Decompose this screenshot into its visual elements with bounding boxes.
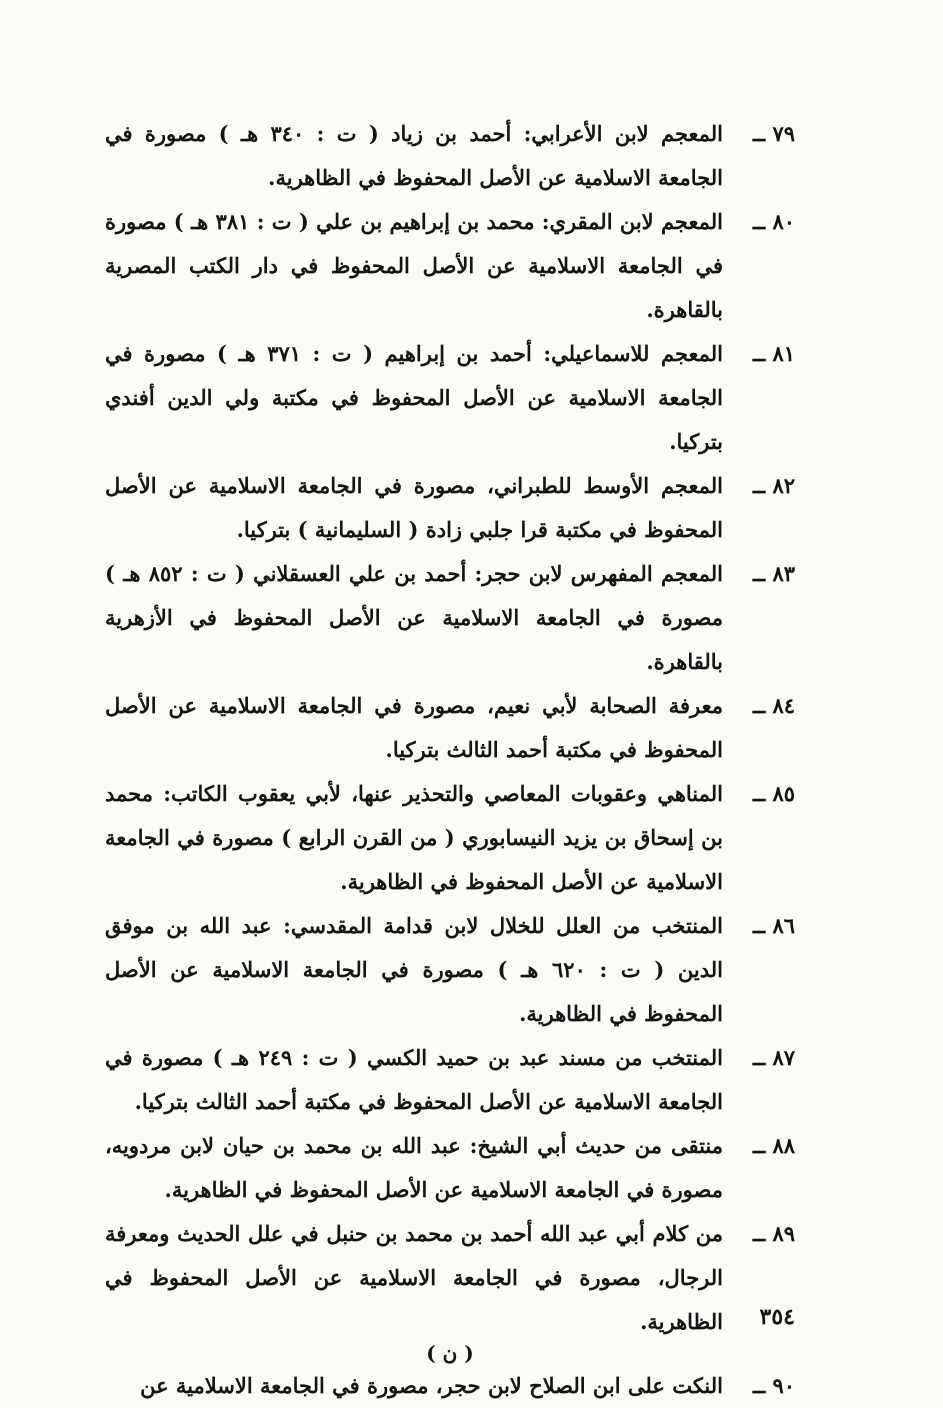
entry-number: ٨٩ ــ [752, 1221, 795, 1246]
entry-text: من كلام أبي عبد الله أحمد بن محمد بن حنبل في علل الحديث ومعرفة الرجال، مصورة في الجامعة الاسلامية عن الأصل المحفوظ في الظاهرية. [105, 1221, 723, 1334]
entry-text: المنتخب من مسند عبد بن حميد الكسي ( ت : ٢٤٩ هـ ) مصورة في الجامعة الاسلامية عن الأصل المحفوظ في مكتبة أحمد الثالث بتركيا. [105, 1045, 723, 1114]
section-heading-letter: ( ن ) [426, 1341, 474, 1365]
entry-number: ٨٣ ــ [752, 561, 795, 586]
entry-number: ٩٠ ــ [752, 1373, 795, 1398]
bibliography-entry-85 [105, 772, 795, 904]
entry-number: ٨٥ ــ [752, 781, 795, 806]
entry-text: المعجم المفهرس لابن حجر: أحمد بن علي العسقلاني ( ت : ٨٥٢ هـ ) مصورة في الجامعة الاسلامية عن الأصل المحفوظ في الأزهرية بالقاهرة. [105, 561, 723, 674]
page-number: ٣٥٤ [759, 1304, 795, 1330]
entry-text: المعجم لابن الأعرابي: أحمد بن زياد ( ت : ٣٤٠ هـ ) مصورة في الجامعة الاسلامية عن الأصل المحفوظ في الظاهرية. [105, 121, 723, 190]
bibliography-entry-80 [105, 200, 795, 332]
entry-text: معرفة الصحابة لأبي نعيم، مصورة في الجامعة الاسلامية عن الأصل المحفوظ في مكتبة أحمد الثالث بتركيا. [105, 693, 723, 762]
entry-number: ٨٨ ــ [752, 1133, 795, 1158]
entry-text: المعجم الأوسط للطبراني، مصورة في الجامعة الاسلامية عن الأصل المحفوظ في مكتبة قرا جلبي زادة ( السليمانية ) بتركيا. [105, 473, 723, 542]
bibliography-list [105, 112, 795, 1408]
entry-text: المنتخب من العلل للخلال لابن قدامة المقدسي: عبد الله بن موفق الدين ( ت : ٦٢٠ هـ ) مصورة في الجامعة الاسلامية عن الأصل المحفوظ في الظاهرية. [105, 913, 723, 1026]
bibliography-entry-81 [105, 332, 795, 464]
bibliography-entry-89 [105, 1212, 795, 1344]
entry-text: المعجم لابن المقري: محمد بن إبراهيم بن علي ( ت : ٣٨١ هـ ) مصورة في الجامعة الاسلامية عن الأصل المحفوظ في دار الكتب المصرية بالقاهرة. [104, 209, 723, 322]
entry-text: النكت على ابن الصلاح لابن حجر، مصورة في الجامعة الاسلامية عن [140, 1373, 723, 1398]
bibliography-entry-90 [105, 1364, 795, 1408]
entry-number: ٨٦ ــ [752, 913, 795, 938]
entry-text: المناهي وعقوبات المعاصي والتحذير عنها، لأبي يعقوب الكاتب: محمد بن إسحاق بن يزيد النيسابوري ( من القرن الرابع ) مصورة في الجامعة الاسلامية عن الأصل المحفوظ في الظاهرية. [105, 781, 723, 894]
entry-number: ٨٠ ــ [752, 209, 795, 234]
bibliography-entry-82 [105, 464, 795, 552]
bibliography-entry-87 [105, 1036, 795, 1124]
bibliography-entry-84 [105, 684, 795, 772]
entry-number: ٨١ ــ [752, 341, 795, 366]
entry-number: ٨٤ ــ [752, 693, 795, 718]
entry-number: ٧٩ ــ [752, 121, 795, 146]
entry-text: منتقى من حديث أبي الشيخ: عبد الله بن محمد بن حيان لابن مردويه، مصورة في الجامعة الاسلامية عن الأصل المحفوظ في الظاهرية. [105, 1133, 723, 1202]
entry-number: ٨٧ ــ [752, 1045, 795, 1070]
entry-text: المعجم للاسماعيلي: أحمد بن إبراهيم ( ت : ٣٧١ هـ ) مصورة في الجامعة الاسلامية عن الأصل المحفوظ في مكتبة ولي الدين أفندي بتركيا. [105, 341, 724, 454]
bibliography-entry-79 [105, 112, 795, 200]
bibliography-entry-83 [105, 552, 795, 684]
entry-number: ٨٢ ــ [752, 473, 795, 498]
bibliography-entry-88 [105, 1124, 795, 1212]
bibliography-entry-86 [105, 904, 795, 1036]
